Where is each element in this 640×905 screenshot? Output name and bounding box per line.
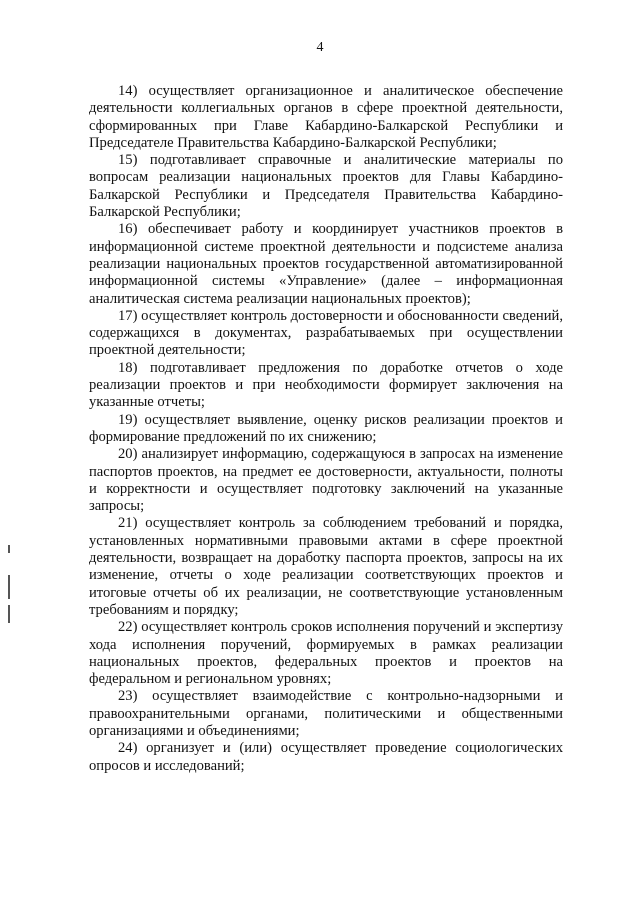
- list-item: 14) осуществляет организационное и аналитическое обеспечение деятельности коллегиальных органов в сфере проектной деятельности, сформированных при Главе Кабардино-Балкарской Республики и Председателе Правительства Кабардино-Балкарской Республики;: [89, 83, 563, 151]
- scan-margin-mark: [8, 605, 10, 623]
- list-item: 15) подготавливает справочные и аналитические материалы по вопросам реализации национальных проектов для Главы Кабардино-Балкарской Республики и Председателя Правительства Кабардино-Балкарской Республики;: [89, 152, 563, 221]
- scan-margin-mark: [8, 545, 10, 553]
- scan-margin-mark: [8, 575, 10, 599]
- page-number: 4: [316, 40, 324, 55]
- list-item: 22) осуществляет контроль сроков исполнения поручений и экспертизу хода исполнения поручений, формируемых в рамках реализации национальных проектов, федеральных проектов и проектов на федеральном и региональном уровнях;: [89, 619, 563, 688]
- document-body: [89, 83, 563, 775]
- list-item: 24) организует и (или) осуществляет проведение социологических опросов и исследований;: [89, 740, 563, 774]
- list-item: 20) анализирует информацию, содержащуюся в запросах на изменение паспортов проектов, на предмет ее достоверности, актуальности, полноты и корректности и осуществляет подготовку заключений на указанные запросы;: [89, 446, 563, 515]
- list-item: 19) осуществляет выявление, оценку рисков реализации проектов и формирование предложений по их снижению;: [89, 411, 563, 445]
- list-item: 23) осуществляет взаимодействие с контрольно-надзорными и правоохранительными органами, политическими и общественными организациями и объединениями;: [89, 688, 563, 739]
- list-item: 18) подготавливает предложения по доработке отчетов о ходе реализации проектов и при необходимости формирует заключения на указанные отчеты;: [89, 359, 563, 411]
- list-item: 17) осуществляет контроль достоверности и обоснованности сведений, содержащихся в документах, разрабатываемых при осуществлении проектной деятельности;: [89, 307, 563, 359]
- list-item: 16) обеспечивает работу и координирует участников проектов в информационной системе проектной деятельности и подсистеме анализа реализации национальных проектов государственной автоматизированной информационной системы «Управление» (далее – информационная аналитическая система реализации национальных проектов);: [89, 221, 563, 307]
- list-item: 21) осуществляет контроль за соблюдением требований и порядка, установленных нормативными правовыми актами в сфере проектной деятельности, возвращает на доработку паспорта проектов, запросы на их изменение, отчеты о ходе реализации соответствующих проектов и итоговые отчеты об их реализации, не соответствующие установленным требованиям и порядку;: [89, 515, 563, 618]
